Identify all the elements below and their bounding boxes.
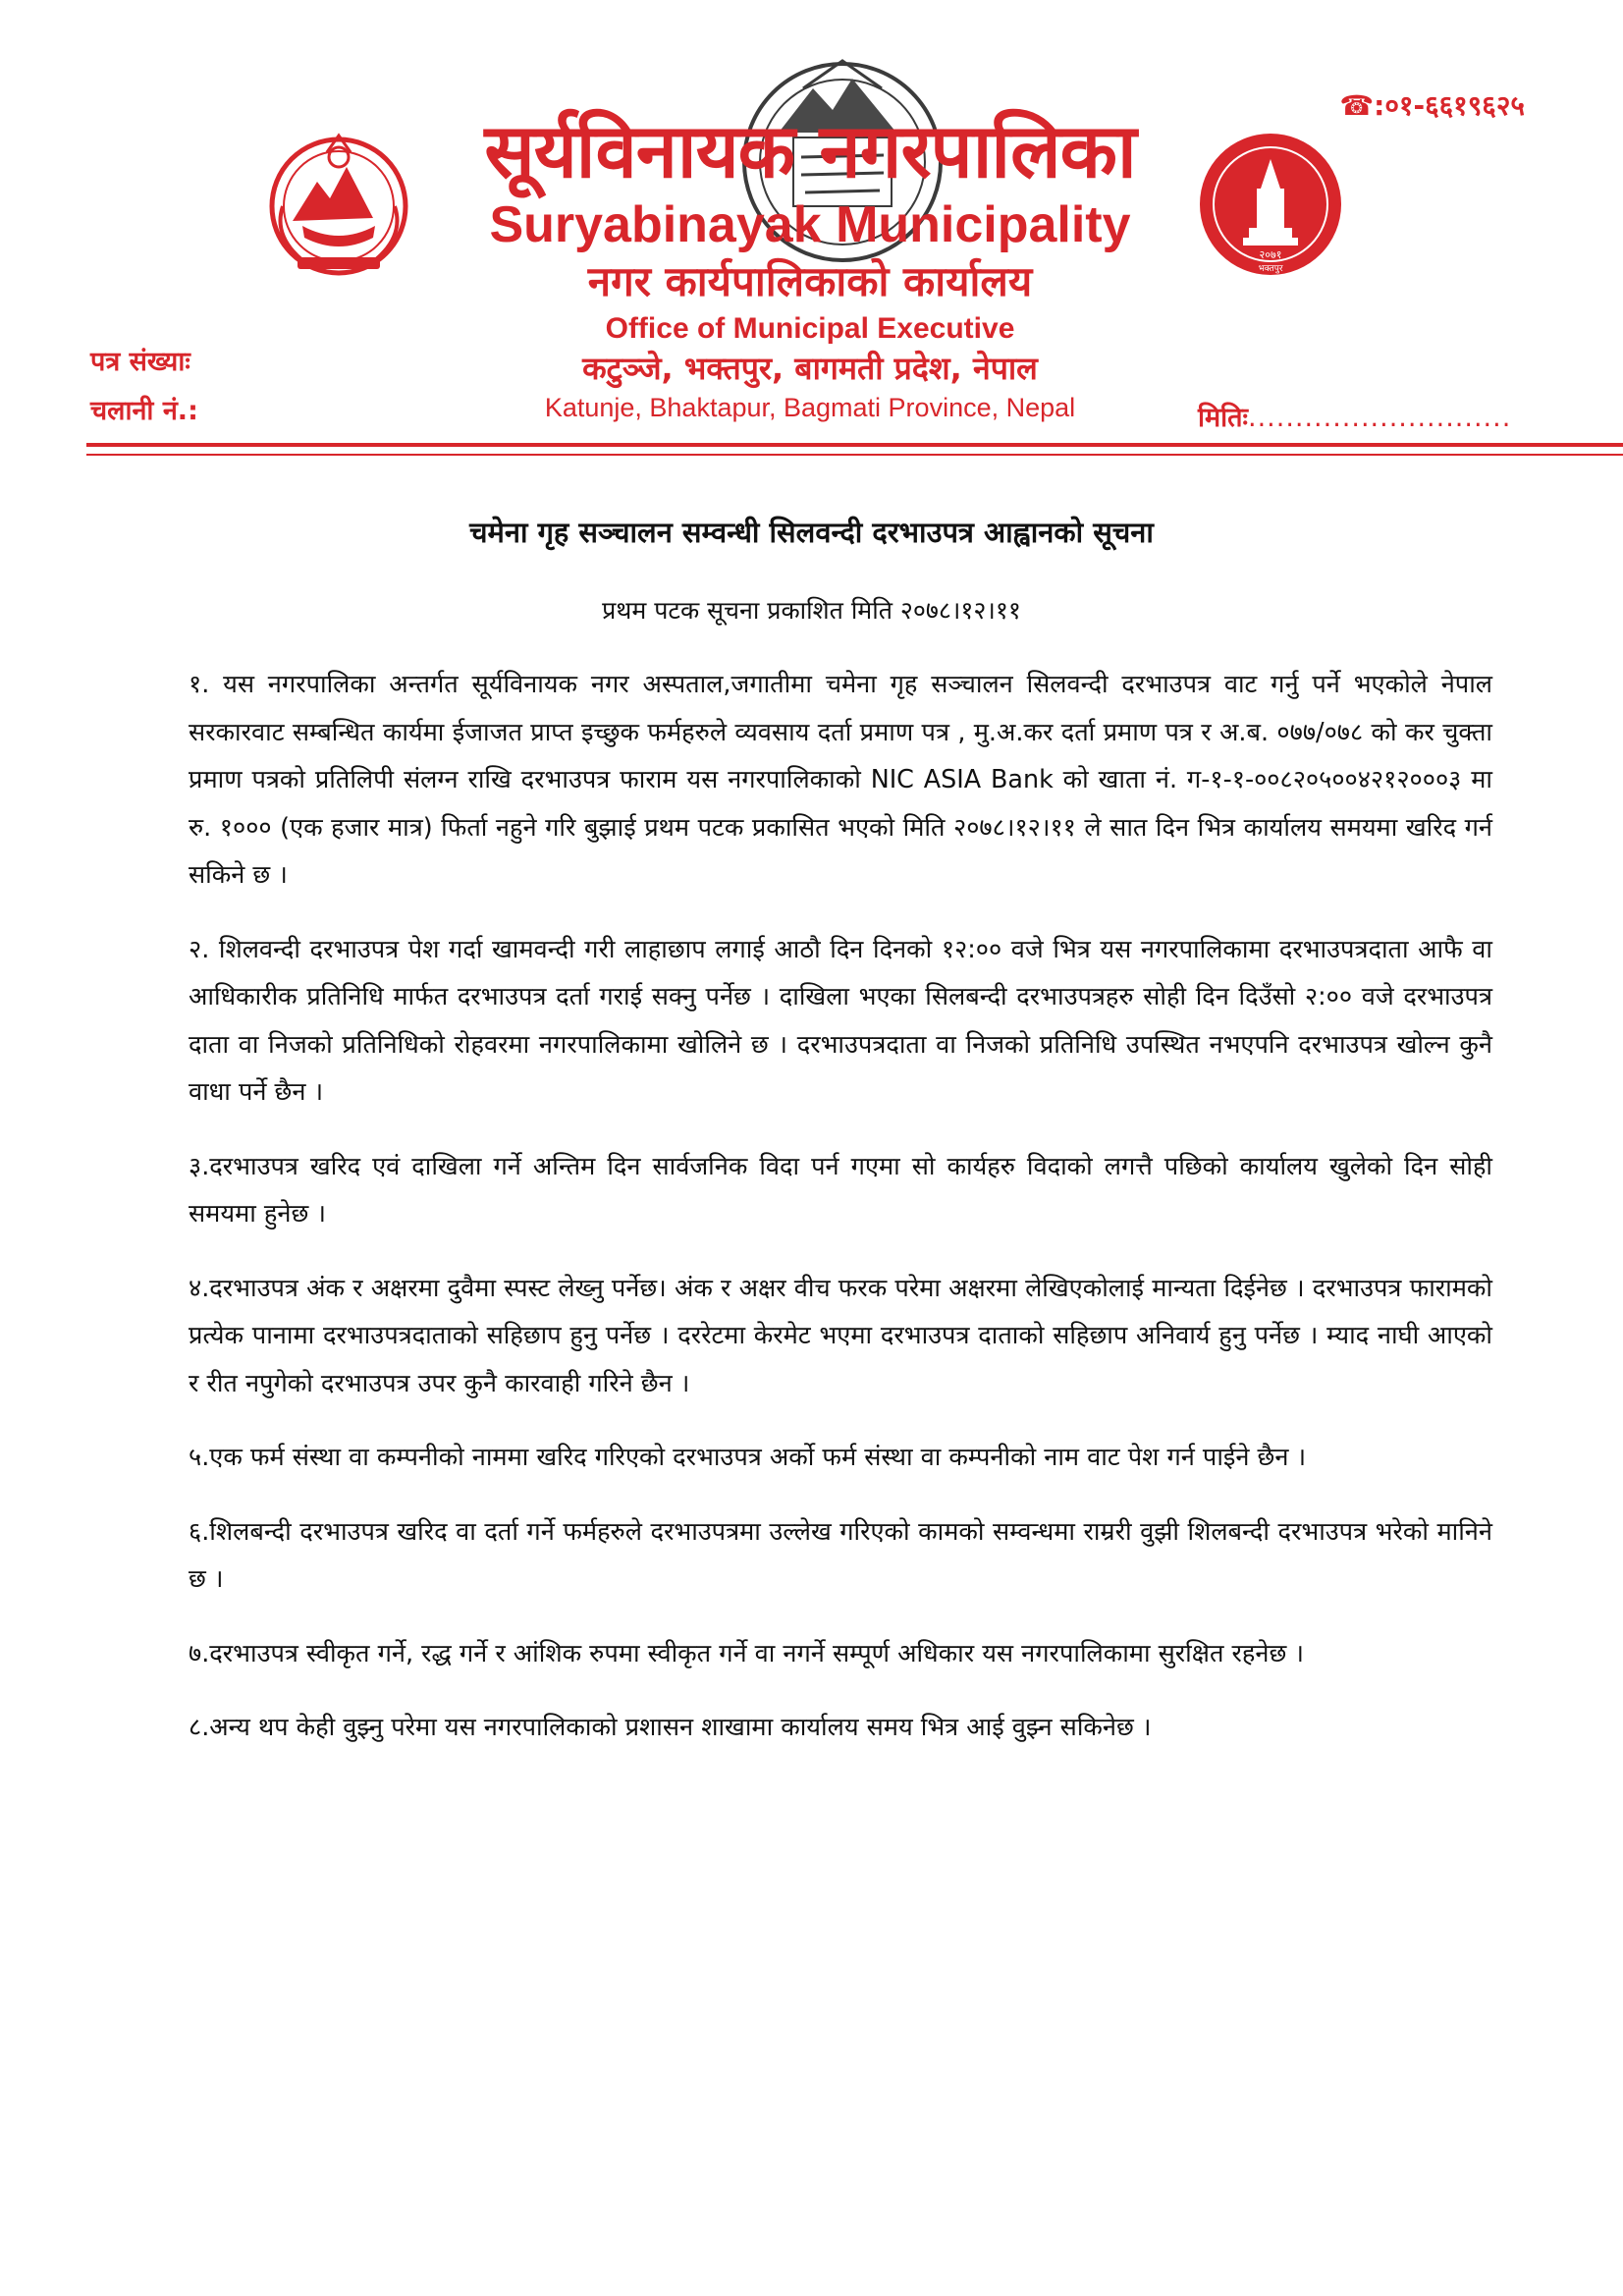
- notice-paragraph: ३.दरभाउपत्र खरिद एवं दाखिला गर्ने अन्तिम दिन सार्वजनिक विदा पर्न गएमा सो कार्यहरु विदाको लगत्तै पछिको कार्यालय खुलेको दिन सोही समयमा हुनेछ ।: [189, 1150, 1492, 1228]
- office-name-np: नगर कार्यपालिकाको कार्यालय: [587, 257, 1033, 305]
- notice-paragraph: ७.दरभाउपत्र स्वीकृत गर्ने, रद्ध गर्ने र आंशिक रुपमा स्वीकृत गर्ने वा नगर्ने सम्पूर्ण अधिकार यस नगरपालिकामा सुरक्षित रहनेछ ।: [189, 1637, 1304, 1667]
- address-en: Katunje, Bhaktapur, Bagmati Province, Nepal: [544, 393, 1076, 422]
- dispatch-number-label: चलानी नं.:: [90, 396, 198, 426]
- phone-number: ☎:०१-६६१९६२५: [1339, 89, 1525, 122]
- header-divider-thin: [86, 454, 1623, 456]
- office-name-en: Office of Municipal Executive: [605, 312, 1015, 345]
- notice-paragraph: १. यस नगरपालिका अन्तर्गत सूर्यविनायक नगर अस्पताल,जगातीमा चमेना गृह सञ्चालन सिलवन्दी दरभाउपत्र वाट गर्नु पर्ने भएकोले नेपाल सरकारवाट सम्बन्धित कार्यमा ईजाजत प्राप्त इच्छुक फर्महरुले व्यवसाय दर्ता प्रमाण पत्र , मु.अ.कर दर्ता प्रमाण पत्र र अ.ब. ०७७/०७८ को कर चुक्ता प्रमाण पत्रको प्रतिलिपी संलग्न राखि दरभाउपत्र फाराम यस नगरपालिकाको NIC ASIA Bank को खाता नं. ग-१-१-००८२०५००४२१२०००३ मा रु. १००० (एक हजार मात्र) फिर्ता नहुने गरि बुझाई प्रथम पटक प्रकासित भएको मिति २०७८।१२।११ ले सात दिन भित्र कार्यालय समयमा खरिद गर्न सकिने छ ।: [189, 669, 1492, 889]
- seal-district: भक्तपुर: [1258, 264, 1283, 274]
- notice-paragraph: ६.शिलबन्दी दरभाउपत्र खरिद वा दर्ता गर्ने फर्महरुले दरभाउपत्रमा उल्लेख गरिएको कामको सम्वन्धमा राम्ररी वुझी शिलबन्दी दरभाउपत्र भरेको मानिने छ ।: [189, 1515, 1492, 1593]
- notice-paragraph: २. शिलवन्दी दरभाउपत्र पेश गर्दा खामवन्दी गरी लाहाछाप लगाई आठौ दिन दिनको १२:०० वजे भित्र यस नगरपालिकामा दरभाउपत्रदाता आफै वा आधिकारीक प्रतिनिधि मार्फत दरभाउपत्र दर्ता गराई सक्नु पर्नेछ । दाखिला भएका सिलबन्दी दरभाउपत्रहरु सोही दिन दिउँसो २:०० वजे दरभाउपत्र दाता वा निजको प्रतिनिधिको रोहवरमा नगरपालिकामा खोलिने छ । दरभाउपत्रदाता वा निजको प्रतिनिधि उपस्थित नभएपनि दरभाउपत्र खोल्न कुनै वाधा पर्ने छैन ।: [189, 933, 1492, 1106]
- notice-body: [189, 660, 1492, 1777]
- letter-number-label: पत्र संख्याः: [90, 347, 190, 377]
- notice-paragraph: ४.दरभाउपत्र अंक र अक्षरमा दुवैमा स्पस्ट लेख्नु पर्नेछ। अंक र अक्षर वीच फरक परेमा अक्षरमा लेखिएकोलाई मान्यता दिईनेछ । दरभाउपत्र फारामको प्रत्येक पानामा दरभाउपत्रदाताको सहिछाप हुनु पर्नेछ । दररेटमा केरमेट भएमा दरभाउपत्र दाताको सहिछाप अनिवार्य हुनु पर्नेछ । म्याद नाघी आएको र रीत नपुगेको दरभाउपत्र उपर कुनै कारवाही गरिने छैन ।: [189, 1272, 1492, 1397]
- date-blank: ............................: [1247, 403, 1512, 433]
- notice-paragraph: ५.एक फर्म संस्था वा कम्पनीको नाममा खरिद गरिएको दरभाउपत्र अर्को फर्म संस्था वा कम्पनीको नाम वाट पेश गर्न पाईने छैन ।: [189, 1442, 1307, 1471]
- municipality-name-np: सूर्यविनायक नगरपालिका: [484, 107, 1136, 194]
- seal-year: २०७१: [1259, 248, 1282, 261]
- letterhead-heading: [393, 108, 1227, 426]
- notice-publication-date: प्रथम पटक सूचना प्रकाशित मिति २०७८।१२।११: [602, 596, 1021, 625]
- notice-paragraph: ८.अन्य थप केही वुझ्नु परेमा यस नगरपालिकाको प्रशासन शाखामा कार्यालय समय भित्र आई वुझ्न सकिनेछ ।: [189, 1712, 1152, 1741]
- date-field: [1198, 398, 1511, 434]
- header-divider-thick: [86, 443, 1623, 447]
- notice-title: चमेना गृह सञ्चालन सम्वन्धी सिलवन्दी दरभाउपत्र आह्वानको सूचना: [469, 516, 1154, 549]
- municipality-name-en: Suryabinayak Municipality: [489, 196, 1131, 253]
- date-label: मितिः: [1198, 403, 1248, 433]
- address-np: कटुञ्जे, भक्तपुर, बागमती प्रदेश, नेपाल: [582, 350, 1038, 387]
